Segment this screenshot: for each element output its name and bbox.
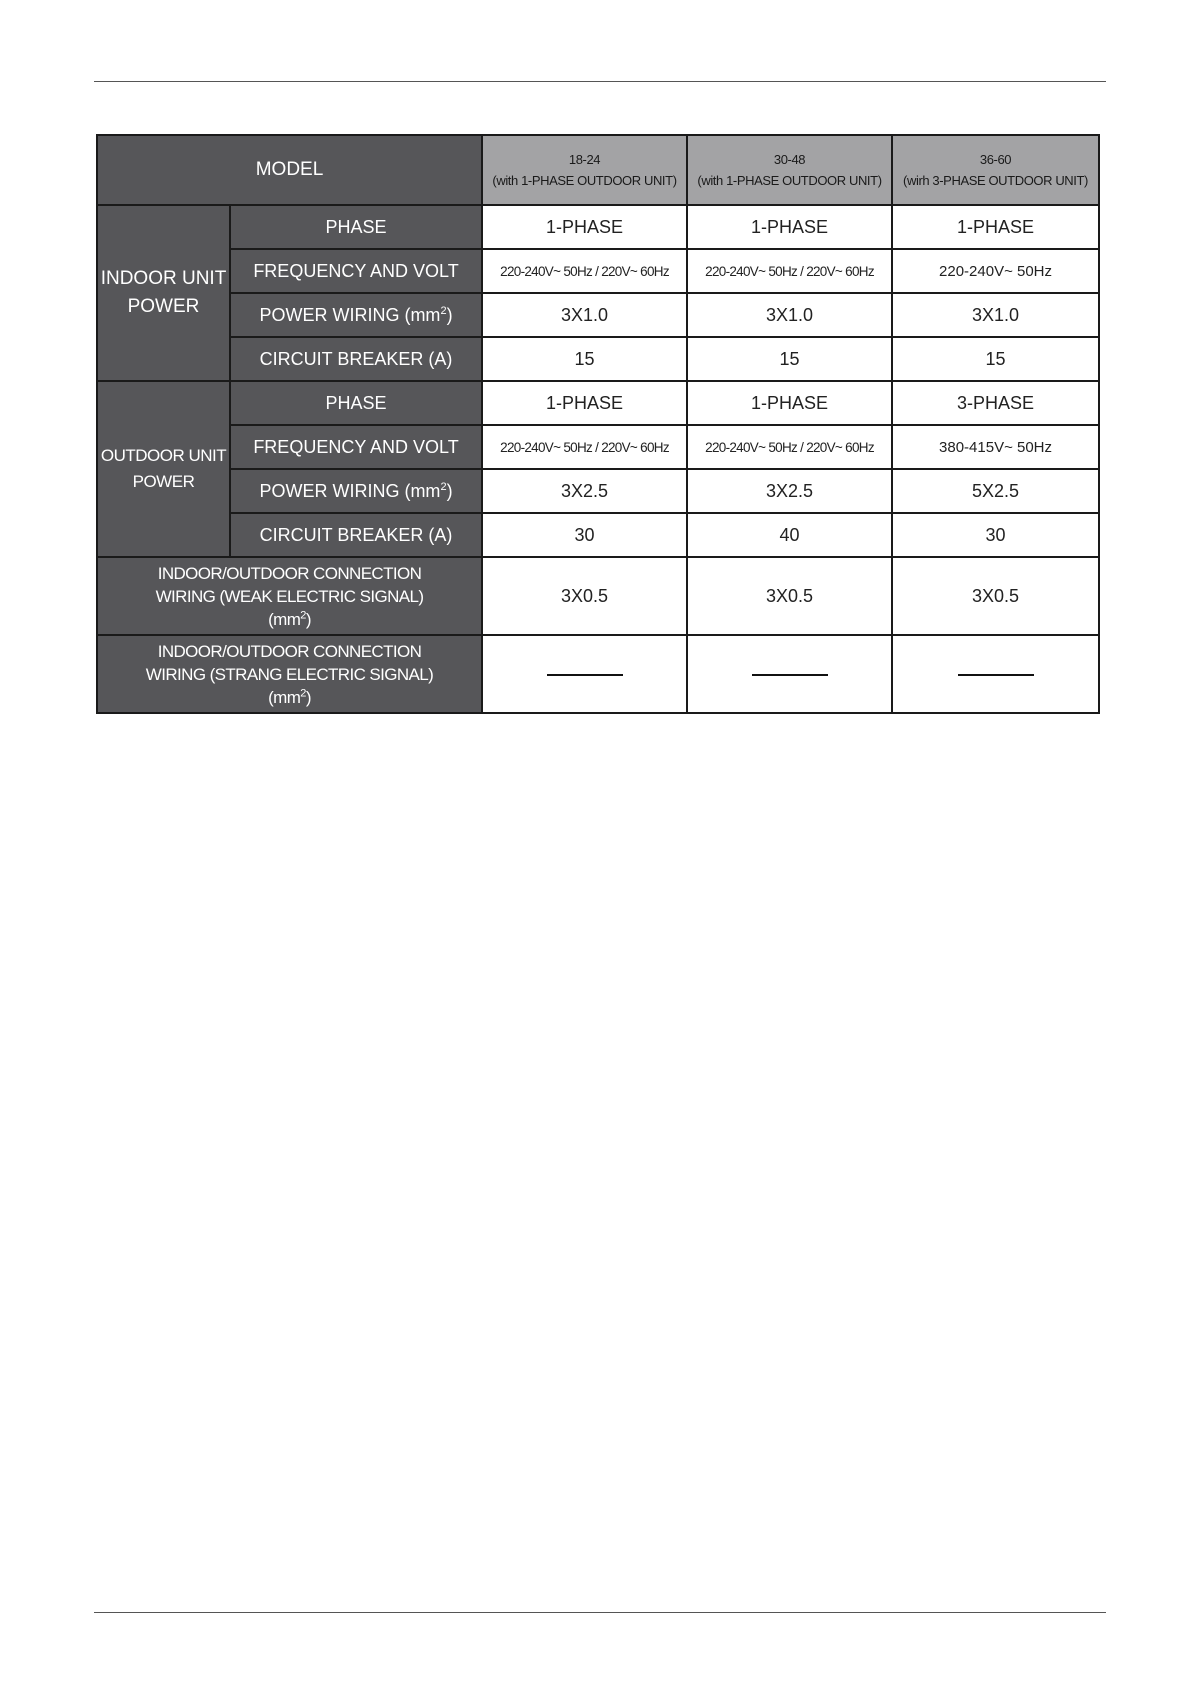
outdoor-frequency-row xyxy=(97,425,1099,469)
model-column-header-1 xyxy=(482,135,687,205)
indoor-phase-row xyxy=(97,205,1099,249)
indoor-circuit-breaker-value: 15 xyxy=(482,337,687,381)
outdoor-frequency-value: 380-415V~ 50Hz xyxy=(892,425,1099,469)
model-note: (with 1-PHASE OUTDOOR UNIT) xyxy=(492,173,677,188)
model-range: 18-24 xyxy=(568,152,601,167)
indoor-phase-label: PHASE xyxy=(230,205,482,249)
indoor-frequency-label: FREQUENCY AND VOLT xyxy=(230,249,482,293)
outdoor-phase-value: 3-PHASE xyxy=(892,381,1099,425)
indoor-frequency-value: 220-240V~ 50Hz xyxy=(892,249,1099,293)
indoor-breaker-row xyxy=(97,337,1099,381)
outdoor-circuit-breaker-label: CIRCUIT BREAKER (A) xyxy=(230,513,482,557)
outdoor-power-wiring-label: POWER WIRING $(mm^2)$ xyxy=(230,469,482,513)
strong-signal-wiring-label: INDOOR/OUTDOOR CONNECTION WIRING (STRANG ELECTRIC SIGNAL) $(mm^2)$ xyxy=(97,635,482,713)
strong-signal-wiring-value xyxy=(892,635,1099,713)
model-column-header-2 xyxy=(687,135,892,205)
indoor-power-wiring-value: 3X1.0 xyxy=(687,293,892,337)
model-note: (with 1-PHASE OUTDOOR UNIT) xyxy=(697,173,882,188)
indoor-circuit-breaker-value: 15 xyxy=(892,337,1099,381)
weak-signal-wiring-value: 3X0.5 xyxy=(687,557,892,635)
indoor-phase-value: 1-PHASE xyxy=(892,205,1099,249)
power-spec-table xyxy=(96,134,1100,714)
outdoor-phase-label: PHASE xyxy=(230,381,482,425)
outdoor-frequency-value: 220-240V~ 50Hz / 220V~ 60Hz xyxy=(687,425,892,469)
indoor-power-wiring-label: POWER WIRING $(mm^2)$ xyxy=(230,293,482,337)
weak-signal-wiring-value: 3X0.5 xyxy=(482,557,687,635)
indoor-frequency-value: 220-240V~ 50Hz / 220V~ 60Hz xyxy=(687,249,892,293)
strong-signal-wiring-value xyxy=(687,635,892,713)
model-header: MODEL xyxy=(97,135,482,205)
outdoor-breaker-row xyxy=(97,513,1099,557)
outdoor-circuit-breaker-value: 40 xyxy=(687,513,892,557)
outdoor-circuit-breaker-value: 30 xyxy=(892,513,1099,557)
header-rule xyxy=(94,81,1106,82)
not-applicable-dash xyxy=(958,674,1034,676)
model-note: (wirh 3-PHASE OUTDOOR UNIT) xyxy=(903,173,1088,188)
indoor-circuit-breaker-value: 15 xyxy=(687,337,892,381)
weak-signal-row xyxy=(97,557,1099,635)
indoor-frequency-value: 220-240V~ 50Hz / 220V~ 60Hz xyxy=(482,249,687,293)
not-applicable-dash xyxy=(547,674,623,676)
outdoor-phase-value: 1-PHASE xyxy=(482,381,687,425)
model-column-header-3 xyxy=(892,135,1099,205)
outdoor-power-wiring-value: 3X2.5 xyxy=(687,469,892,513)
footer-rule xyxy=(94,1612,1106,1613)
indoor-power-wiring-value: 3X1.0 xyxy=(892,293,1099,337)
outdoor-circuit-breaker-value: 30 xyxy=(482,513,687,557)
outdoor-wiring-row xyxy=(97,469,1099,513)
weak-signal-wiring-label: INDOOR/OUTDOOR CONNECTION WIRING (WEAK ELECTRIC SIGNAL) $(mm^2)$ xyxy=(97,557,482,635)
strong-signal-row xyxy=(97,635,1099,713)
outdoor-phase-value: 1-PHASE xyxy=(687,381,892,425)
indoor-phase-value: 1-PHASE xyxy=(687,205,892,249)
outdoor-frequency-value: 220-240V~ 50Hz / 220V~ 60Hz xyxy=(482,425,687,469)
outdoor-power-wiring-value: 3X2.5 xyxy=(482,469,687,513)
outdoor-unit-power-label: OUTDOOR UNIT POWER xyxy=(97,381,230,557)
model-range: 36-60 xyxy=(979,152,1012,167)
weak-signal-wiring-value: 3X0.5 xyxy=(892,557,1099,635)
indoor-circuit-breaker-label: CIRCUIT BREAKER (A) xyxy=(230,337,482,381)
indoor-phase-value: 1-PHASE xyxy=(482,205,687,249)
not-applicable-dash xyxy=(752,674,828,676)
indoor-power-wiring-value: 3X1.0 xyxy=(482,293,687,337)
outdoor-phase-row xyxy=(97,381,1099,425)
indoor-unit-power-label: INDOOR UNIT POWER xyxy=(97,205,230,381)
indoor-frequency-row xyxy=(97,249,1099,293)
outdoor-frequency-label: FREQUENCY AND VOLT xyxy=(230,425,482,469)
model-range: 30-48 xyxy=(773,152,806,167)
outdoor-power-wiring-value: 5X2.5 xyxy=(892,469,1099,513)
header-row xyxy=(97,135,1099,205)
indoor-wiring-row xyxy=(97,293,1099,337)
strong-signal-wiring-value xyxy=(482,635,687,713)
